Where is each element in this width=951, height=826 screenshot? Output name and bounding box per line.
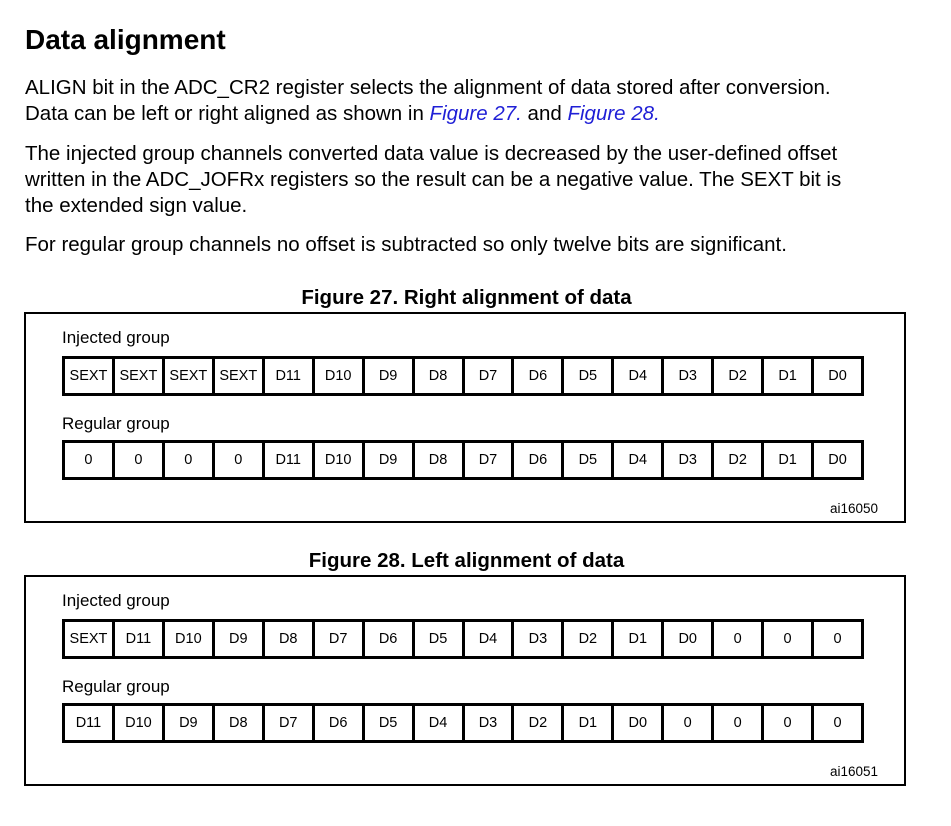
align-line-2-prefix: Data can be left or right aligned as shown in [25, 102, 430, 125]
register-bit-cell: SEXT [65, 622, 115, 656]
align-line-1: ALIGN bit in the ADC_CR2 register selects the alignment of data stored after conversion. [25, 76, 831, 99]
register-bit-cell: D11 [265, 359, 315, 393]
register-bit-cell: D3 [465, 706, 515, 740]
register-bit-cell: D0 [828, 368, 847, 384]
register-bit-cell: 0 [833, 631, 842, 647]
register-bit-cell: D2 [564, 622, 614, 656]
register-bit-cell: 0 [714, 622, 764, 656]
register-bit-cell: D2 [714, 359, 764, 393]
figure-id: ai16051 [829, 764, 878, 779]
register-bit-cell: D7 [265, 706, 315, 740]
register-bit-cell: D2 [714, 443, 764, 477]
figure-28 [24, 575, 906, 786]
register-bit-cell: 0 [764, 706, 814, 740]
offset-line-3: the extended sign value. [25, 194, 248, 217]
register-bit-cell: D8 [415, 443, 465, 477]
register-bit-cell: SEXT [215, 359, 265, 393]
register-bit-cell: 0 [764, 622, 814, 656]
register-bit-cell: D11 [265, 443, 315, 477]
register-bit-cell: D1 [764, 359, 814, 393]
register-bit-cell: D10 [315, 443, 365, 477]
regular-register [62, 703, 864, 743]
section-title: Data alignment [25, 24, 226, 55]
register-bit-cell: D7 [465, 443, 515, 477]
register-bit-cell: D4 [415, 706, 465, 740]
injected-register [62, 356, 864, 396]
register-bit-cell: D11 [65, 706, 115, 740]
register-bit-cell: D0 [614, 706, 664, 740]
register-bit-cell: D5 [564, 359, 614, 393]
register-bit-cell: 0 [833, 715, 842, 731]
register-bit-cell: D10 [315, 359, 365, 393]
figure-27-caption: Figure 27. Right alignment of data [301, 286, 632, 309]
register-bit-cell: D0 [664, 622, 714, 656]
register-bit-cell: D7 [315, 622, 365, 656]
figure-27-link[interactable]: Figure 27. [429, 102, 522, 125]
register-bit-cell: D5 [415, 622, 465, 656]
figure-id: ai16050 [829, 501, 878, 516]
register-bit-cell: D8 [415, 359, 465, 393]
register-bit-cell: SEXT [65, 359, 115, 393]
regular-group-label: Regular group [62, 677, 170, 696]
register-bit-cell: D3 [664, 443, 714, 477]
offset-line-1: The injected group channels converted data value is decreased by the user-defined offset [25, 142, 838, 165]
register-bit-cell: D4 [465, 622, 515, 656]
register-bit-cell: 0 [714, 706, 764, 740]
register-bit-cell: D8 [215, 706, 265, 740]
register-bit-cell: D4 [614, 443, 664, 477]
paragraph-regular-group: For regular group channels no offset is subtracted so only twelve bits are significant. [25, 233, 787, 256]
register-bit-cell: D4 [614, 359, 664, 393]
register-bit-cell: D6 [365, 622, 415, 656]
regular-group-label: Regular group [62, 414, 170, 433]
figure-28-caption: Figure 28. Left alignment of data [308, 549, 625, 572]
register-bit-cell: D2 [514, 706, 564, 740]
regular-register [62, 440, 864, 480]
register-bit-cell: D8 [265, 622, 315, 656]
offset-line-2: written in the ADC_JOFRx registers so the result can be a negative value. The SEXT bit is [25, 168, 842, 191]
register-bit-cell: D10 [165, 622, 215, 656]
register-bit-cell: D9 [365, 359, 415, 393]
register-bit-cell: D3 [664, 359, 714, 393]
figure-28-link[interactable]: Figure 28. [567, 102, 660, 125]
register-bit-cell: D1 [564, 706, 614, 740]
register-bit-cell: D10 [115, 706, 165, 740]
register-bit-cell: 0 [215, 443, 265, 477]
register-bit-cell: D0 [828, 452, 847, 468]
register-bit-cell: D7 [465, 359, 515, 393]
register-bit-cell: D9 [215, 622, 265, 656]
register-bit-cell: 0 [165, 443, 215, 477]
register-bit-cell: 0 [664, 706, 714, 740]
paragraph-align [25, 75, 925, 127]
register-bit-cell: 0 [115, 443, 165, 477]
register-bit-cell: D9 [365, 443, 415, 477]
register-bit-cell: SEXT [115, 359, 165, 393]
register-bit-cell: D9 [165, 706, 215, 740]
register-bit-cell: D5 [564, 443, 614, 477]
injected-register [62, 619, 864, 659]
and-text: and [521, 102, 568, 125]
register-bit-cell: D5 [365, 706, 415, 740]
register-bit-cell: D3 [514, 622, 564, 656]
register-bit-cell: D11 [115, 622, 165, 656]
injected-group-label: Injected group [62, 328, 170, 347]
register-bit-cell: D6 [514, 359, 564, 393]
register-bit-cell: D1 [764, 443, 814, 477]
register-bit-cell: D6 [315, 706, 365, 740]
register-bit-cell: D6 [514, 443, 564, 477]
register-bit-cell: 0 [65, 443, 115, 477]
register-bit-cell: D1 [614, 622, 664, 656]
register-bit-cell: SEXT [165, 359, 215, 393]
figure-27 [24, 312, 906, 523]
injected-group-label: Injected group [62, 591, 170, 610]
paragraph-injected-offset [25, 141, 925, 219]
